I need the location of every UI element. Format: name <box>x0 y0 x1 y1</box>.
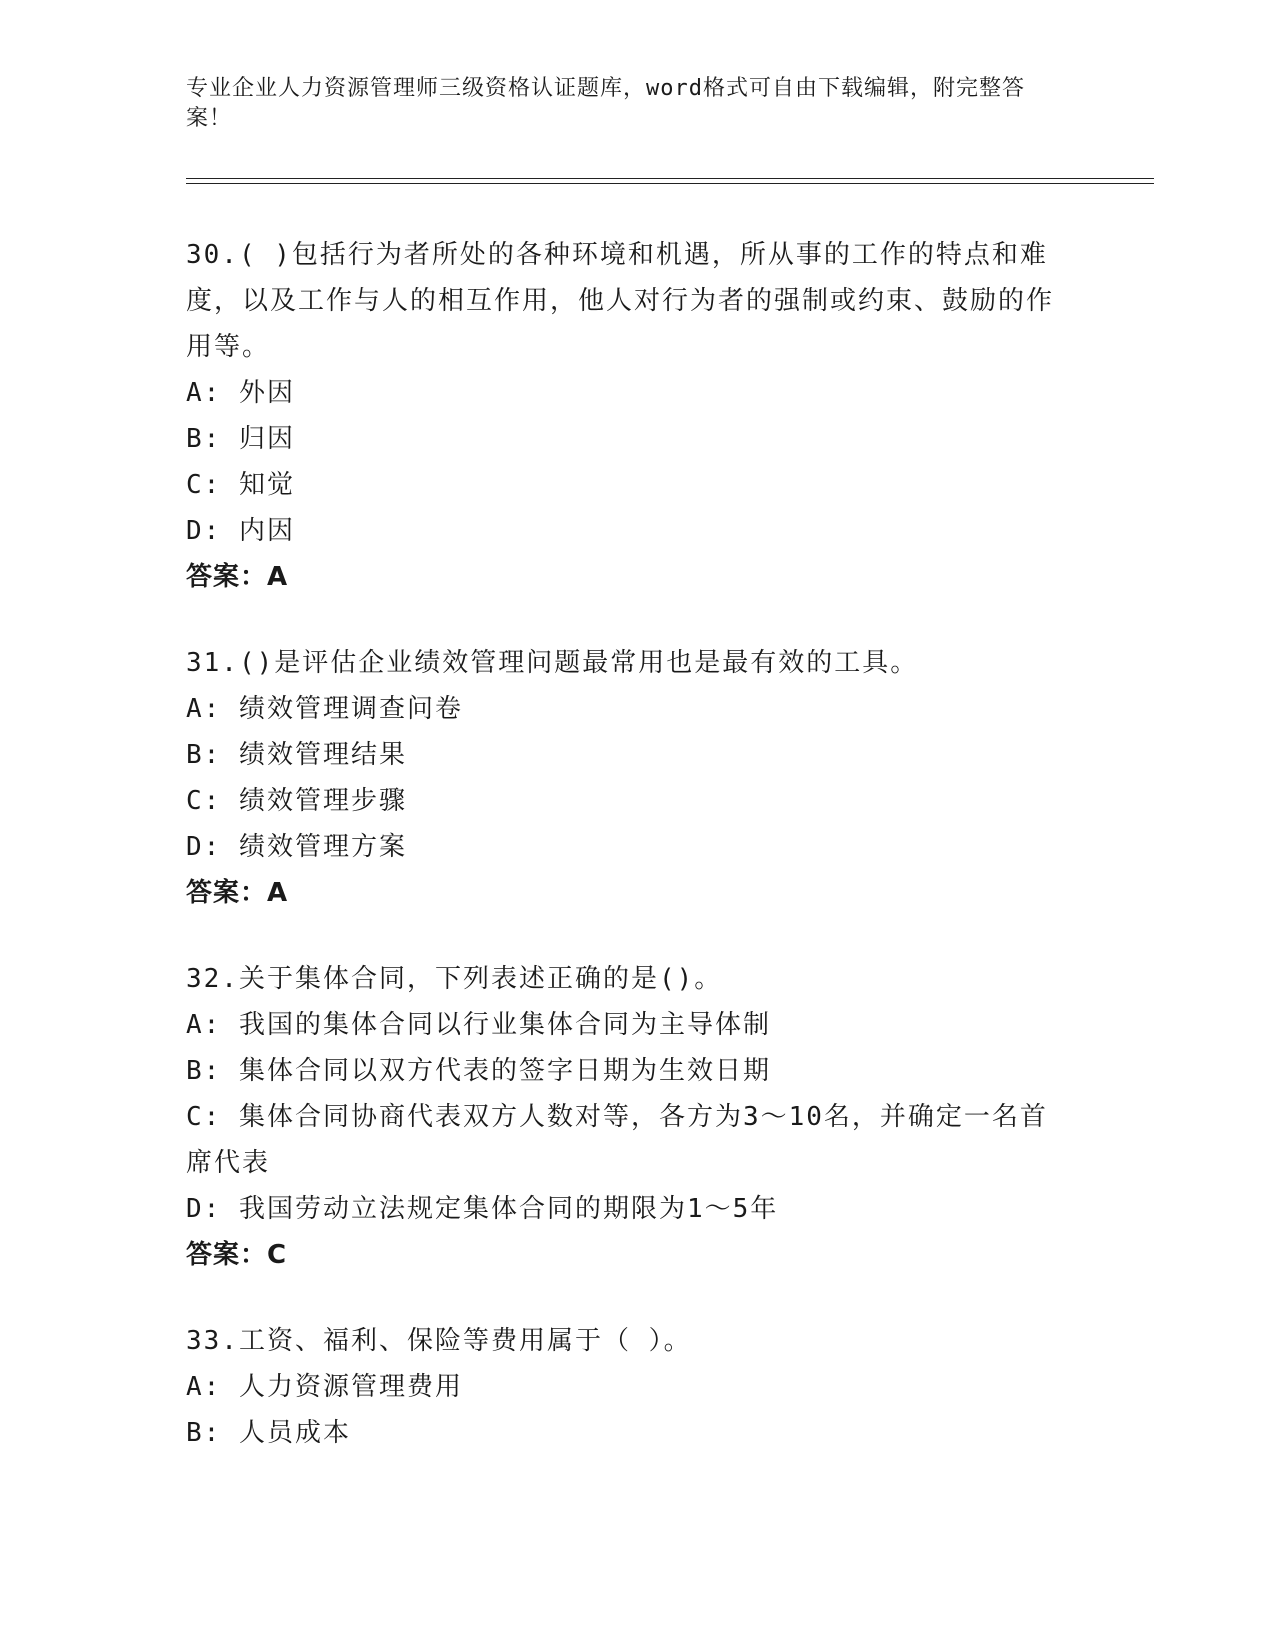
option-c: C: 绩效管理步骤 <box>186 786 407 816</box>
question-stem: 32.关于集体合同，下列表述正确的是()。 <box>186 964 723 994</box>
option-a: A: 我国的集体合同以行业集体合同为主导体制 <box>186 1010 771 1040</box>
answer-line: 答案：C <box>186 1240 288 1270</box>
question-stem: 33.工资、福利、保险等费用属于（ ）。 <box>186 1326 692 1356</box>
question-stem: 31.()是评估企业绩效管理问题最常用也是最有效的工具。 <box>186 648 919 678</box>
question-32 <box>186 956 1066 1278</box>
option-a: A: 人力资源管理费用 <box>186 1372 463 1402</box>
option-d: D: 我国劳动立法规定集体合同的期限为1～5年 <box>186 1194 779 1224</box>
question-30 <box>186 232 1066 600</box>
option-b: B: 集体合同以双方代表的签字日期为生效日期 <box>186 1056 771 1086</box>
question-stem: 30.( )包括行为者所处的各种环境和机遇，所从事的工作的特点和难度，以及工作与人的相互作用，他人对行为者的强制或约束、鼓励的作用等。 <box>186 240 1055 362</box>
answer-line: 答案：A <box>186 878 289 908</box>
option-b: B: 绩效管理结果 <box>186 740 407 770</box>
option-c: C: 知觉 <box>186 470 295 500</box>
option-d: D: 绩效管理方案 <box>186 832 407 862</box>
header-note: 专业企业人力资源管理师三级资格认证题库，word格式可自由下载编辑，附完整答案！ <box>186 76 1025 131</box>
question-33 <box>186 1318 1066 1456</box>
question-31 <box>186 640 1066 916</box>
option-b: B: 人员成本 <box>186 1418 351 1448</box>
answer-line: 答案：A <box>186 562 289 592</box>
option-d: D: 内因 <box>186 516 295 546</box>
option-b: B: 归因 <box>186 424 295 454</box>
option-a: A: 绩效管理调查问卷 <box>186 694 463 724</box>
option-a: A: 外因 <box>186 378 295 408</box>
question-list <box>186 232 1066 1496</box>
header-divider-top <box>186 178 1154 179</box>
header-divider-bottom <box>186 183 1154 184</box>
option-c: C: 集体合同协商代表双方人数对等，各方为3～10名，并确定一名首席代表 <box>186 1102 1048 1178</box>
